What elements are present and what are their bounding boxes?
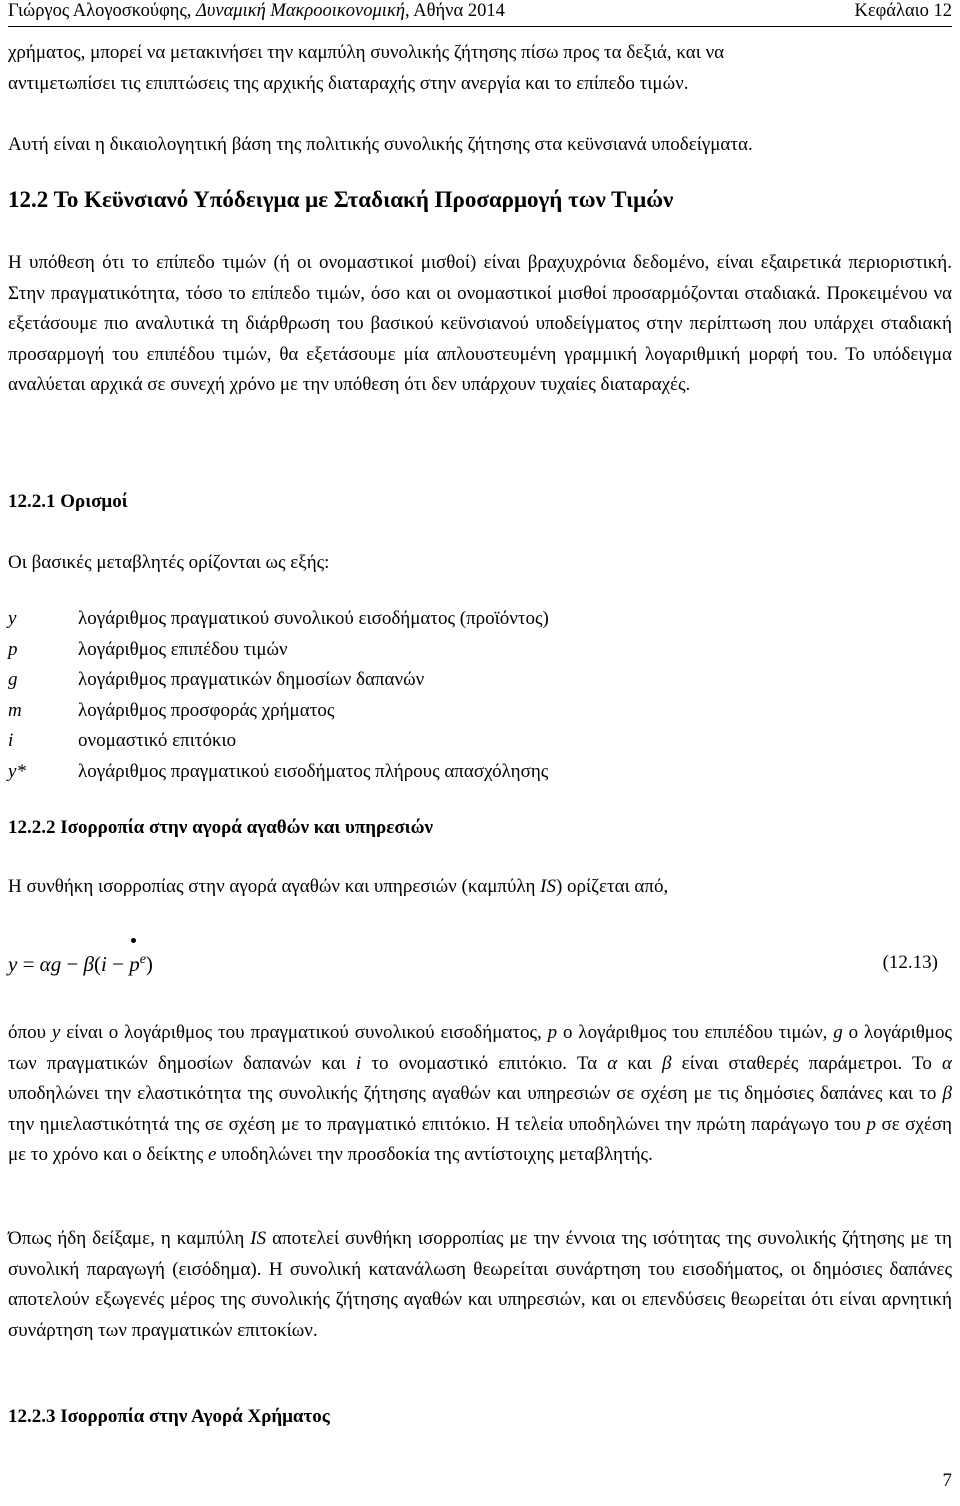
definition-symbol: y bbox=[8, 608, 17, 629]
definition-symbol: i bbox=[8, 730, 14, 751]
is-curve-label: IS bbox=[540, 876, 556, 897]
section-paragraph-text: Η υπόθεση ότι το επίπεδο τιμών (ή οι ονομαστικοί μισθοί) είναι βραχυχρόνια δεδομένο, είναι εξαιρετικά περιοριστική. Στην πραγματικότητα, τόσο το επίπεδο τιμών, όσο και οι ονομαστικοί μισθοί προσαρμόζονται σταδιακά. Προκειμένου να εξετάσουμε πιο αναλυτικά τη διάρθρωση του βασικού κεϋνσιανού υποδείγματος στην περίπτωση που υπάρχει σταδιακή προσαρμογή του επιπέδου τιμών, θα εξετάσουμε μία απλουστευμένη γραμμική λογαριθμική μορφή του. Το υπόδειγμα αναλύεται αρχικά σε συνεχή χρόνο με την υπόθεση ότι δεν υπάρχουν τυχαίες διαταραχές. bbox=[8, 252, 952, 395]
equation-12-13 bbox=[8, 942, 952, 986]
section-paragraph bbox=[8, 248, 952, 401]
definition-text: λογάριθμος επιπέδου τιμών bbox=[78, 638, 288, 660]
time-derivative-dot-icon bbox=[131, 938, 136, 943]
intro-paragraph bbox=[8, 38, 952, 99]
definition-item bbox=[8, 665, 549, 696]
is-curve-paragraph-text: Όπως ήδη δείξαμε, η καμπύλη IS αποτελεί συνθήκη ισορροπίας με την έννοια της ισότητας της συνολικής ζήτησης με τη συνολική παραγωγή (εισόδημα). Η συνολική κατανάλωση θεωρείται συνάρτηση του εισοδήματος, οι δημόσιες δαπάνες αποτελούν εξωγενές μέρος της συνολικής ζήτησης αγαθών και υπηρεσιών, και οι επενδύσεις θεωρείται ότι είναι αρνητική συνάρτηση των πραγματικών επιτοκίων. bbox=[8, 1228, 952, 1341]
definition-item bbox=[8, 726, 549, 757]
intro-closing bbox=[8, 130, 952, 161]
definition-item bbox=[8, 696, 549, 727]
goods-market-intro bbox=[8, 872, 952, 903]
equation-explanation bbox=[8, 1018, 952, 1171]
header-author: Γιώργος Αλογοσκούφης, bbox=[8, 1, 197, 21]
definition-text: ονομαστικό επιτόκιο bbox=[78, 730, 237, 751]
equation-formula: y = αg − β(i − $p^e$) bbox=[8, 952, 153, 977]
p-dot-e: $p^e$ bbox=[129, 952, 146, 977]
header-chapter: Κεφάλαιο 12 bbox=[854, 1, 952, 21]
header-rule bbox=[8, 26, 952, 27]
equation-explanation-text: όπου y είναι ο λογάριθμος του πραγματικού συνολικού εισοδήματος, p ο λογάριθμος του επιπέδου τιμών, g ο λογάριθμος των πραγματικών δημοσίων δαπανών και i το ονομαστικό επιτόκιο. Τα α και β είναι σταθερές παράμετροι. Το α υποδηλώνει την ελαστικότητα της συνολικής ζήτησης αγαθών και υπηρεσιών σε σχέση με τις δημόσιες δαπάνες και το β την ημιελαστικότητά της σε σχέση με το πραγματικό επιτόκιο. Η τελεία υποδηλώνει την πρώτη παράγωγο του p σε σχέση με το χρόνο και ο δείκτης e υποδηλώνει την προσδοκία της αντίστοιχης μεταβλητής. bbox=[8, 1022, 952, 1165]
goods-market-intro-text: Η συνθήκη ισορροπίας στην αγορά αγαθών και υπηρεσιών (καμπύλη IS) ορίζεται από, bbox=[8, 876, 669, 897]
definition-text: λογάριθμος πραγματικού εισοδήματος πλήρους απασχόλησης bbox=[78, 760, 549, 782]
page-number: 7 bbox=[942, 1470, 952, 1491]
definition-item bbox=[8, 604, 549, 635]
definitions-intro-text: Οι βασικές μεταβλητές ορίζονται ως εξής: bbox=[8, 552, 330, 573]
is-curve-paragraph bbox=[8, 1224, 952, 1346]
intro-line-3: Αυτή είναι η δικαιολογητική βάση της πολιτικής συνολικής ζήτησης στα κεϋνσιανά υποδείγματα. bbox=[8, 134, 753, 155]
equation-number: (12.13) bbox=[882, 952, 938, 973]
header-citation bbox=[8, 0, 505, 22]
definition-text: λογάριθμος πραγματικών δημοσίων δαπανών bbox=[78, 669, 425, 690]
definition-symbol: g bbox=[8, 669, 18, 690]
definition-text: λογάριθμος προσφοράς χρήματος bbox=[78, 699, 335, 721]
definitions-list bbox=[8, 604, 549, 787]
definitions-intro bbox=[8, 548, 952, 579]
definition-symbol: m bbox=[8, 699, 22, 721]
money-market-heading: 12.2.3 Ισορροπία στην Αγορά Χρήματος bbox=[8, 1406, 330, 1427]
intro-line-1: χρήματος, μπορεί να μετακινήσει την καμπύλη συνολικής ζήτησης πίσω προς τα δεξιά, και να bbox=[8, 42, 725, 63]
definition-text: λογάριθμος πραγματικού συνολικού εισοδήματος (προϊόντος) bbox=[78, 608, 549, 629]
definition-symbol: p bbox=[8, 638, 18, 660]
running-header bbox=[8, 0, 952, 24]
definition-item bbox=[8, 757, 549, 788]
intro-line-2: αντιμετωπίσει τις επιπτώσεις της αρχικής διαταραχής στην ανεργία και το επίπεδο τιμών. bbox=[8, 72, 689, 94]
definition-item bbox=[8, 635, 549, 666]
header-book-title: Δυναμική Μακροοικονομική bbox=[196, 1, 406, 21]
section-title: 12.2 Το Κεϋνσιανό Υπόδειγμα με Σταδιακή Προσαρμογή των Τιμών bbox=[8, 187, 674, 212]
goods-market-heading: 12.2.2 Ισορροπία στην αγορά αγαθών και υπηρεσιών bbox=[8, 817, 433, 838]
definition-symbol: y* bbox=[8, 760, 26, 782]
header-place-year: , Αθήνα 2014 bbox=[405, 1, 505, 21]
definitions-heading: 12.2.1 Ορισμοί bbox=[8, 491, 128, 512]
